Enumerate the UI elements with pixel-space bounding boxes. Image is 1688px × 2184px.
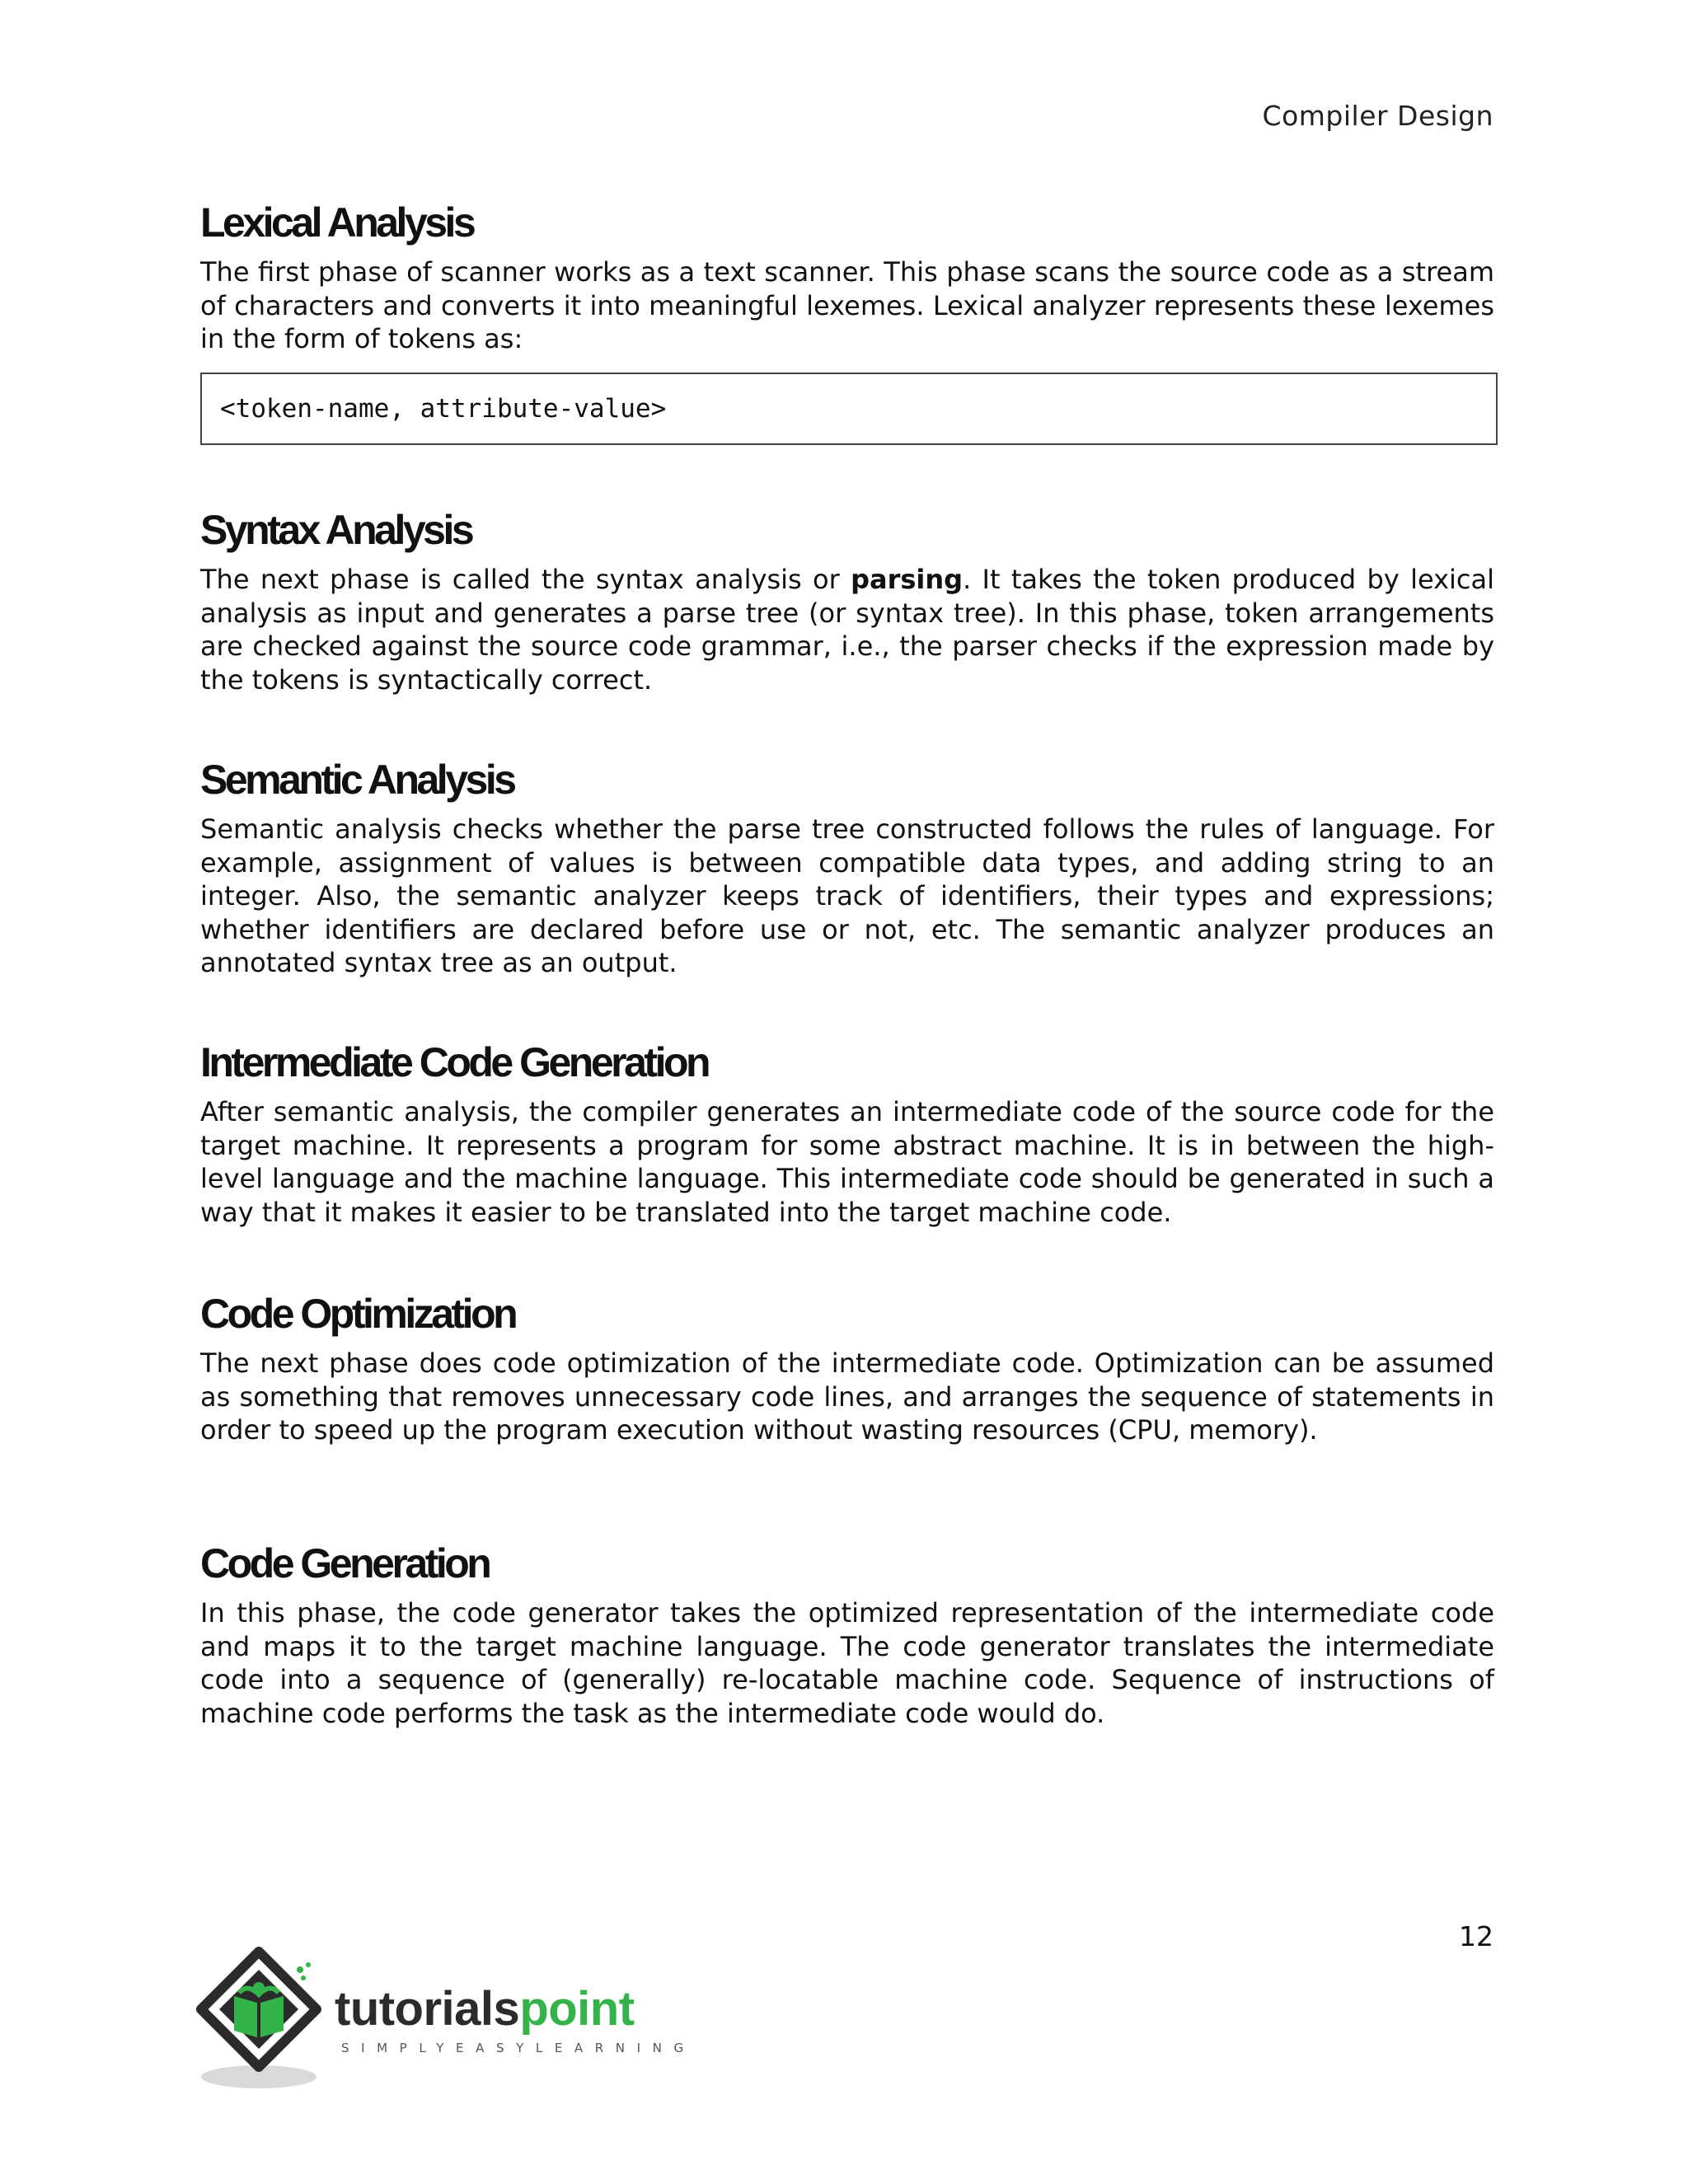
section-code-optimization [200,1289,1494,1447]
section-code-generation [200,1539,1494,1730]
paragraph-text: The next phase is called the syntax analysis or [200,564,851,595]
section-heading: Code Optimization [200,1291,516,1337]
section-semantic-analysis [200,755,1494,980]
logo-wordmark [335,1982,635,2036]
section-paragraph: Semantic analysis checks whether the parse tree constructed follows the rules of language. For example, assignment of values is between compatible data types, and adding string to an integer. Also, the semantic analyzer keeps track of identifiers, their types and expressions; whether identifiers are declared before use or not, etc. The semantic analyzer produces an annotated syntax tree as an output. [200,813,1494,978]
code-block [200,373,1498,445]
section-paragraph [200,563,1494,696]
tutorialspoint-logo [196,1945,707,2093]
section-paragraph: The first phase of scanner works as a text scanner. This phase scans the source code as a stream of characters and converts it into meaningful lexemes. Lexical analyzer represents these lexemes in the form of tokens as: [200,256,1494,354]
section-syntax-analysis [200,505,1494,696]
section-heading: Intermediate Code Generation [200,1039,709,1085]
section-heading: Code Generation [200,1540,490,1586]
logo-wordmark-green: point [519,1982,635,2036]
bold-term: parsing [851,564,964,595]
section-heading: Syntax Analysis [200,507,472,553]
page-number: 12 [1459,1920,1493,1952]
section-paragraph: After semantic analysis, the compiler generates an intermediate code of the source code for the target machine. It represents a program for some abstract machine. It is in between the high-level language and the machine language. This intermediate code should be generated in such a way that it makes it easier to be translated into the target machine code. [200,1096,1494,1228]
running-header: Compiler Design [1262,100,1493,132]
section-paragraph: In this phase, the code generator takes the optimized representation of the intermediate code and maps it to the target machine language. The code generator translates the intermediate code into a sequence of (generally) re-locatable machine code. Sequence of instructions of machine code performs the task as the intermediate code would do. [200,1597,1494,1729]
paragraph-text: . It takes the token produced by lexical analysis as input and generates a parse tree (or syntax tree). In this phase, token arrangements are checked against the source code grammar, i.e., the parser checks if the expression made by the tokens is syntactically correct. [200,564,1495,696]
logo-wordmark-dark: tutorials [335,1982,520,2036]
book-diamond-logo-icon [196,1945,336,2093]
section-lexical-analysis [200,198,1494,445]
section-heading: Semantic Analysis [200,757,514,803]
section-intermediate-code-generation [200,1038,1494,1229]
section-heading: Lexical Analysis [200,199,474,246]
logo-tagline: SIMPLYEASYLEARNING [341,2041,696,2055]
section-paragraph: The next phase does code optimization of the intermediate code. Optimization can be assumed as something that removes unnecessary code lines, and arranges the sequence of statements in order to speed up the program execution without wasting resources (CPU, memory). [200,1347,1494,1446]
code-text: <token-name, attribute-value> [220,393,667,424]
